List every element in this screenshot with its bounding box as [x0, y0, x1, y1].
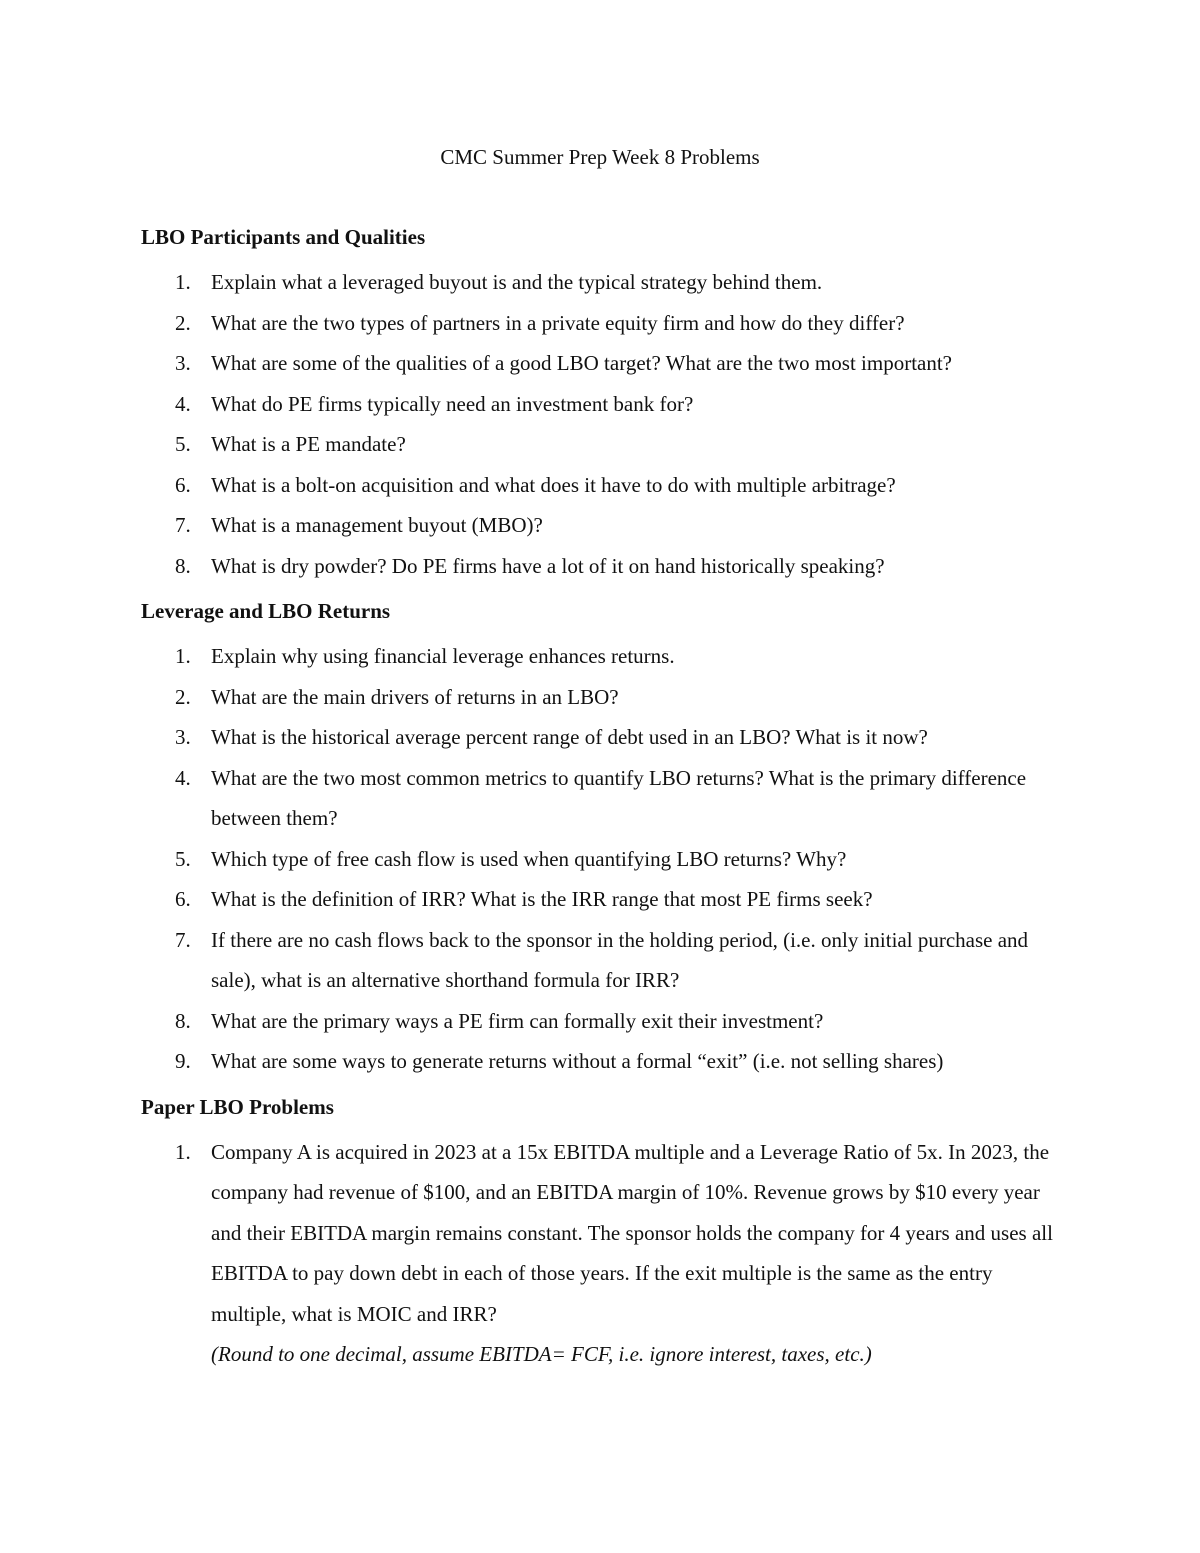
item-number: 6. [175, 472, 191, 497]
list-item [141, 1132, 1061, 1375]
list-item [141, 839, 1061, 880]
list-item [141, 384, 1061, 425]
item-number: 8. [175, 1008, 191, 1033]
item-number: 5. [175, 846, 191, 871]
list-item [141, 343, 1061, 384]
item-text: What are the primary ways a PE firm can formally exit their investment? [211, 1008, 824, 1033]
list-item [141, 505, 1061, 546]
list-item [141, 546, 1061, 587]
item-text: What are the two types of partners in a private equity firm and how do they differ? [211, 310, 905, 335]
item-text: What is dry powder? Do PE firms have a lot of it on hand historically speaking? [211, 553, 885, 578]
item-text: What is the historical average percent range of debt used in an LBO? What is it now? [211, 725, 928, 749]
list-item [141, 879, 1061, 920]
list-item [141, 636, 1061, 677]
item-number: 2. [175, 310, 191, 335]
section-lbo-participants [141, 222, 1061, 586]
item-text: What are some ways to generate returns without a formal “exit” (i.e. not selling shares) [211, 1049, 944, 1073]
item-text: What is the definition of IRR? What is the IRR range that most PE firms seek? [211, 887, 873, 911]
item-text: Company A is acquired in 2023 at a 15x EBITDA multiple and a Leverage Ratio of 5x. In 2023, the company had revenue of $100, and an EBITDA margin of 10%. Revenue grows by $10 every year and their EBITDA margin remains constant. The sponsor holds the company for 4 years and uses all EBITDA to pay down debt in each of those years. If the exit multiple is the same as the entry multiple, what is MOIC and IRR? [211, 1139, 1053, 1326]
item-text: Which type of free cash flow is used when quantifying LBO returns? Why? [211, 846, 847, 871]
item-number: 3. [175, 351, 191, 375]
list-item [141, 717, 1061, 758]
item-number: 4. [175, 765, 191, 790]
item-number: 6. [175, 887, 191, 911]
section-heading: LBO Participants and Qualities [141, 225, 426, 249]
item-text: What is a PE mandate? [211, 432, 406, 456]
section-heading: Paper LBO Problems [141, 1094, 334, 1119]
item-text: What are the main drivers of returns in an LBO? [211, 684, 619, 709]
item-number: 8. [175, 553, 191, 578]
item-number: 5. [175, 432, 191, 456]
item-number: 4. [175, 391, 191, 416]
item-text: If there are no cash flows back to the sponsor in the holding period, (i.e. only initial purchase and sale), what is an alternative shorthand formula for IRR? [211, 927, 1029, 992]
item-number: 7. [175, 927, 191, 952]
item-text: What is a bolt-on acquisition and what does it have to do with multiple arbitrage? [211, 472, 896, 497]
list-item [141, 1041, 1061, 1082]
question-list [141, 636, 1061, 1082]
question-list [141, 262, 1061, 586]
item-body [211, 1132, 1061, 1375]
list-item [141, 758, 1061, 839]
list-item [141, 677, 1061, 718]
item-text: What do PE firms typically need an investment bank for? [211, 391, 694, 416]
item-text: What is a management buyout (MBO)? [211, 513, 543, 537]
item-number: 7. [175, 513, 191, 537]
item-number: 1. [175, 1139, 191, 1164]
item-text: Explain what a leveraged buyout is and the typical strategy behind them. [211, 270, 823, 294]
item-number: 1. [175, 644, 191, 668]
item-text: Explain why using financial leverage enhances returns. [211, 644, 675, 668]
section-paper-lbo [141, 1092, 1061, 1375]
item-number: 1. [175, 270, 191, 294]
document-title: CMC Summer Prep Week 8 Problems [440, 145, 760, 169]
document-body [141, 222, 1061, 1385]
list-item [141, 920, 1061, 1001]
list-item [141, 424, 1061, 465]
section-heading: Leverage and LBO Returns [141, 599, 391, 623]
item-number: 2. [175, 684, 191, 709]
list-item [141, 465, 1061, 506]
list-item [141, 303, 1061, 344]
item-note: (Round to one decimal, assume EBITDA= FCF, i.e. ignore interest, taxes, etc.) [211, 1342, 872, 1366]
question-list [141, 1132, 1061, 1375]
item-text: What are some of the qualities of a good LBO target? What are the two most important? [211, 351, 952, 375]
item-text: What are the two most common metrics to quantify LBO returns? What is the primary difference between them? [211, 765, 1027, 830]
item-number: 3. [175, 725, 191, 749]
item-number: 9. [175, 1049, 191, 1073]
list-item [141, 262, 1061, 303]
list-item [141, 1001, 1061, 1042]
section-leverage-returns [141, 596, 1061, 1082]
